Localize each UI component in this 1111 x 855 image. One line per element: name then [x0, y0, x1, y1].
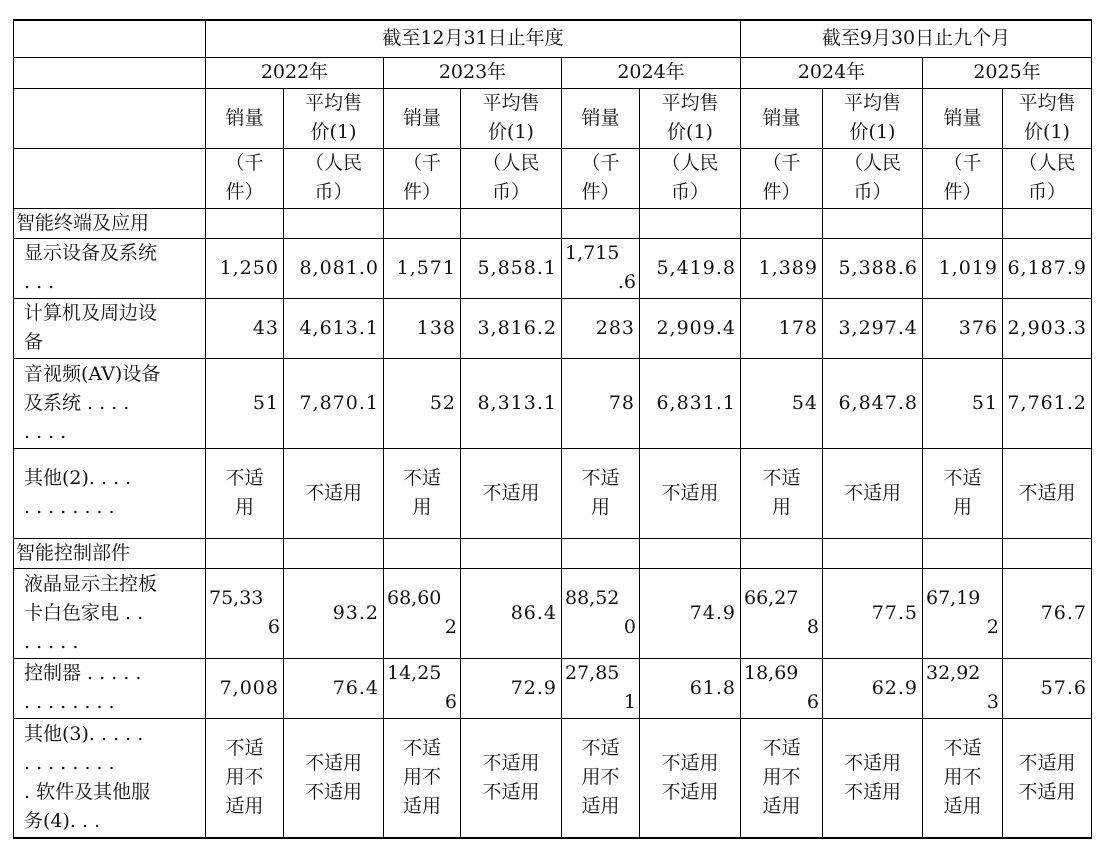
- cell-value-line: 51: [252, 391, 279, 414]
- average-price-cell: [284, 298, 384, 358]
- sales-volume-cell: [562, 238, 640, 298]
- unit-line: 币）: [1027, 181, 1066, 203]
- unit-line: （千: [762, 152, 801, 174]
- sales-volume-cell: [206, 358, 284, 448]
- header-column-name-row: [14, 88, 1092, 148]
- row-label: [14, 718, 206, 838]
- cell-value-line: 7,008: [219, 676, 279, 699]
- cell-value-line: 6,847.8: [838, 391, 918, 414]
- sales-volume-cell: [741, 718, 823, 838]
- average-price-cell: [823, 298, 923, 358]
- cell-value-line: 283: [595, 316, 635, 339]
- unit-line: （千: [943, 152, 982, 174]
- average-price-cell: [823, 448, 923, 538]
- cell-value-line: 不适用: [843, 780, 901, 803]
- average-price-cell: [1003, 568, 1092, 658]
- unit-line: 件）: [225, 181, 264, 203]
- empty-cell: [741, 208, 823, 238]
- row-label: [14, 298, 206, 358]
- empty-cell: [562, 538, 640, 568]
- cell-value-line: 不适: [943, 467, 982, 489]
- cell-value-line: 不适用: [1018, 481, 1076, 504]
- unit-rmb: [284, 148, 384, 208]
- header-average-price-line: 平均售: [843, 92, 901, 114]
- average-price-cell: [823, 358, 923, 448]
- header-average-price-line: 平均售: [304, 92, 362, 114]
- category-row: [14, 538, 1092, 568]
- row-label-line: 计算机及周边设: [24, 302, 158, 324]
- cell-value-line: 适用: [943, 795, 982, 818]
- cell-value-line: 2,909.4: [656, 316, 736, 339]
- unit-thousand-pieces: [206, 148, 284, 208]
- sales-volume-cell: [206, 238, 284, 298]
- cell-value-line: 1,715: [565, 242, 620, 264]
- cell-value-line: 不适用: [661, 780, 719, 803]
- cell-value-line: 不适用: [843, 481, 901, 504]
- row-label-line: 及系统 . . . .: [24, 391, 130, 414]
- sales-volume-cell: [384, 448, 461, 538]
- header-average-price: [461, 88, 562, 148]
- table-row: [14, 448, 1092, 538]
- unit-line: （千: [581, 152, 620, 174]
- unit-line: （人民: [1018, 152, 1076, 174]
- row-label-line: 卡白色家电 . .: [24, 601, 144, 624]
- sales-volume-cell: [384, 658, 461, 718]
- empty-cell: [562, 208, 640, 238]
- average-price-cell: [461, 568, 562, 658]
- empty-cell: [923, 208, 1003, 238]
- sales-volume-cell: [741, 568, 823, 658]
- cell-value-line: 不适: [581, 467, 620, 489]
- cell-value-line: 不适用: [304, 481, 362, 504]
- empty-cell: [923, 538, 1003, 568]
- empty-cell: [640, 538, 741, 568]
- cell-value-line: 8,313.1: [477, 391, 557, 414]
- unit-thousand-pieces: [741, 148, 823, 208]
- cell-value-line: 适用: [762, 795, 801, 818]
- sales-volume-cell: [923, 358, 1003, 448]
- header-sales-volume: [384, 88, 461, 148]
- unit-line: （千: [402, 152, 441, 174]
- average-price-cell: [461, 238, 562, 298]
- header-average-price: [1003, 88, 1092, 148]
- cell-value-line: 8,081.0: [299, 256, 379, 279]
- unit-rmb: [823, 148, 923, 208]
- average-price-cell: [461, 358, 562, 448]
- sales-volume-cell: [562, 568, 640, 658]
- cell-value-line: 86.4: [510, 601, 557, 624]
- row-label-line: . 软件及其他服: [24, 780, 151, 803]
- sales-volume-cell: [923, 658, 1003, 718]
- cell-value-line: 7,870.1: [299, 391, 379, 414]
- average-price-cell: [640, 658, 741, 718]
- cell-value-line: 43: [252, 316, 279, 339]
- cell-value-line: 1: [623, 691, 636, 713]
- average-price-cell: [640, 448, 741, 538]
- unit-line: 币）: [670, 181, 709, 203]
- row-label: [14, 448, 206, 538]
- cell-value-line: 用: [590, 496, 610, 518]
- average-price-cell: [284, 718, 384, 838]
- unit-line: （人民: [482, 152, 540, 174]
- header-full-year: 截至12月31日止年度: [206, 20, 741, 57]
- table-row: [14, 358, 1092, 448]
- header-average-price: [823, 88, 923, 148]
- unit-line: （人民: [661, 152, 719, 174]
- empty-cell: [823, 208, 923, 238]
- cell-value-line: 5,858.1: [477, 256, 557, 279]
- row-label: [14, 238, 206, 298]
- average-price-cell: [823, 718, 923, 838]
- empty-cell: [206, 208, 284, 238]
- sales-volume-cell: [562, 658, 640, 718]
- cell-value-line: 不适用: [304, 751, 362, 774]
- cell-value-line: 用: [412, 496, 432, 518]
- cell-value-line: 78: [608, 391, 635, 414]
- cell-value-line: 3,297.4: [838, 316, 918, 339]
- unit-line: 件）: [581, 181, 620, 203]
- cell-value-line: 6,187.9: [1007, 256, 1087, 279]
- cell-value-line: 不适: [762, 737, 801, 760]
- cell-value-line: 1,019: [938, 256, 998, 279]
- average-price-cell: [640, 358, 741, 448]
- average-price-cell: [284, 238, 384, 298]
- empty-cell: [1003, 538, 1092, 568]
- empty-cell: [461, 208, 562, 238]
- sales-volume-cell: [206, 448, 284, 538]
- cell-value-line: 376: [958, 316, 998, 339]
- category-label: 智能终端及应用: [14, 208, 206, 238]
- row-label-line: 其他(2). . . .: [24, 467, 132, 489]
- sales-volume-cell: [384, 358, 461, 448]
- cell-value-line: 18,69: [744, 662, 799, 684]
- unit-line: 币）: [314, 181, 353, 203]
- cell-value-line: 52: [429, 391, 456, 414]
- cell-value-line: 57.6: [1040, 676, 1087, 699]
- table-row: [14, 658, 1092, 718]
- header-year-2024-nine-months: 2024年: [741, 57, 923, 88]
- sales-volume-cell: [741, 238, 823, 298]
- cell-value-line: 32,92: [926, 662, 981, 684]
- cell-value-line: .6: [617, 271, 636, 293]
- cell-value-line: 61.8: [689, 676, 736, 699]
- sales-volume-cell: [741, 448, 823, 538]
- row-label: [14, 568, 206, 658]
- unit-rmb: [1003, 148, 1092, 208]
- header-average-price-line: 价(1): [667, 121, 713, 143]
- cell-value-line: 不适用: [843, 751, 901, 774]
- cell-value-line: 适用: [581, 795, 620, 818]
- unit-line: （人民: [304, 152, 362, 174]
- cell-value-line: 1,389: [758, 256, 818, 279]
- row-label: [14, 358, 206, 448]
- header-year-2025-nine-months: 2025年: [923, 57, 1092, 88]
- unit-thousand-pieces: [384, 148, 461, 208]
- header-average-price-line: 价(1): [1024, 121, 1070, 143]
- empty-cell: [206, 538, 284, 568]
- cell-value-line: 不适: [762, 467, 801, 489]
- row-label-line: . . . . . . . .: [24, 691, 115, 713]
- empty-cell: [823, 538, 923, 568]
- cell-value-line: 1,571: [396, 256, 456, 279]
- cell-value-line: 2,903.3: [1007, 316, 1087, 339]
- cell-value-line: 适用: [402, 795, 441, 818]
- sales-volume-cell: [923, 298, 1003, 358]
- average-price-cell: [284, 448, 384, 538]
- cell-value-line: 76.4: [332, 676, 379, 699]
- cell-value-line: 不适用: [482, 481, 540, 504]
- sales-volume-cell: [562, 718, 640, 838]
- cell-value-line: 76.7: [1040, 601, 1087, 624]
- row-label-line: 其他(3). . . . .: [24, 722, 144, 745]
- average-price-cell: [461, 718, 562, 838]
- table-body: [14, 208, 1092, 838]
- cell-value-line: 不适: [225, 467, 264, 489]
- row-label-line: 液晶显示主控板: [24, 572, 158, 595]
- cell-value-line: 88,52: [565, 587, 620, 609]
- header-year-2024: 2024年: [562, 57, 741, 88]
- unit-line: 件）: [402, 181, 441, 203]
- sales-volume-cell: [384, 568, 461, 658]
- average-price-cell: [823, 568, 923, 658]
- row-label-line: 显示设备及系统: [24, 242, 158, 264]
- average-price-cell: [640, 718, 741, 838]
- average-price-cell: [640, 238, 741, 298]
- cell-value-line: 67,19: [926, 587, 981, 609]
- cell-value-line: 54: [791, 391, 818, 414]
- cell-value-line: 93.2: [332, 601, 379, 624]
- sales-volume-cell: [923, 718, 1003, 838]
- header-average-price: [640, 88, 741, 148]
- unit-thousand-pieces: [923, 148, 1003, 208]
- row-label-line: . . .: [24, 271, 55, 293]
- cell-value-line: 不适: [943, 737, 982, 760]
- row-label-line: . . . . .: [24, 630, 79, 653]
- row-label-line: 备: [24, 331, 44, 353]
- cell-value-line: 不适: [581, 737, 620, 760]
- cell-value-line: 不适: [402, 467, 441, 489]
- unit-line: 币）: [491, 181, 530, 203]
- cell-value-line: 3,816.2: [477, 316, 557, 339]
- average-price-cell: [1003, 358, 1092, 448]
- cell-value-line: 不适: [402, 737, 441, 760]
- sales-volume-cell: [923, 238, 1003, 298]
- header-average-price-line: 平均售: [1018, 92, 1076, 114]
- average-price-cell: [823, 658, 923, 718]
- sales-volume-cell: [384, 718, 461, 838]
- row-label-line: . . . .: [24, 420, 67, 443]
- row-label-line: 音视频(AV)设备: [24, 362, 161, 385]
- unit-line: 件）: [762, 181, 801, 203]
- cell-value-line: 6: [806, 691, 819, 713]
- header-average-price-line: 平均售: [482, 92, 540, 114]
- cell-value-line: 5,388.6: [838, 256, 918, 279]
- header-average-price: [284, 88, 384, 148]
- cell-value-line: 62.9: [871, 676, 918, 699]
- average-price-cell: [461, 658, 562, 718]
- sales-volume-cell: [562, 298, 640, 358]
- cell-value-line: 6,831.1: [656, 391, 736, 414]
- sales-volume-cell: [384, 238, 461, 298]
- cell-value-line: 2: [444, 616, 457, 638]
- empty-cell: [384, 538, 461, 568]
- unit-line: 币）: [853, 181, 892, 203]
- average-price-cell: [461, 298, 562, 358]
- cell-value-line: 74.9: [689, 601, 736, 624]
- average-price-cell: [1003, 658, 1092, 718]
- average-price-cell: [640, 298, 741, 358]
- header-sales-volume-label: 销量: [402, 106, 441, 129]
- sales-volume-cell: [923, 448, 1003, 538]
- average-price-cell: [461, 448, 562, 538]
- cell-value-line: 不适用: [304, 780, 362, 803]
- cell-value-line: 用: [234, 496, 254, 518]
- header-average-price-line: 价(1): [310, 121, 357, 143]
- cell-value-line: 68,60: [387, 587, 442, 609]
- header-average-price-line: 平均售: [661, 92, 719, 114]
- cell-value-line: 138: [416, 316, 456, 339]
- cell-value-line: 不适用: [1018, 780, 1076, 803]
- cell-value-line: 不适用: [1018, 751, 1076, 774]
- row-label-line: . . . . . . . .: [24, 496, 115, 518]
- cell-value-line: 75,33: [209, 587, 264, 609]
- row-label: [14, 658, 206, 718]
- row-label-line: 务(4). . .: [24, 809, 101, 832]
- cell-value-line: 8: [806, 616, 819, 638]
- cell-value-line: 27,85: [565, 662, 620, 684]
- average-price-cell: [284, 358, 384, 448]
- category-label: 智能控制部件: [14, 538, 206, 568]
- empty-cell: [1003, 208, 1092, 238]
- header-year-2022: 2022年: [206, 57, 384, 88]
- empty-cell: [640, 208, 741, 238]
- cell-value-line: 6: [444, 691, 457, 713]
- empty-cell: [384, 208, 461, 238]
- header-sales-volume: [562, 88, 640, 148]
- cell-value-line: 不适: [225, 737, 264, 760]
- header-unit-row: [14, 148, 1092, 208]
- header-blank-cell: [14, 88, 206, 148]
- empty-cell: [284, 538, 384, 568]
- header-blank-cell: [14, 20, 206, 57]
- sales-volume-cell: [206, 568, 284, 658]
- unit-rmb: [640, 148, 741, 208]
- average-price-cell: [1003, 298, 1092, 358]
- empty-cell: [284, 208, 384, 238]
- cell-value-line: 用: [952, 496, 972, 518]
- cell-value-line: 不适用: [482, 751, 540, 774]
- sales-volume-cell: [741, 658, 823, 718]
- cell-value-line: 2: [986, 616, 999, 638]
- header-sales-volume: [923, 88, 1003, 148]
- cell-value-line: 5,419.8: [656, 256, 736, 279]
- header-sales-volume-label: 销量: [581, 106, 620, 129]
- average-price-cell: [640, 568, 741, 658]
- cell-value-line: 51: [971, 391, 998, 414]
- sales-table-container: [13, 19, 1092, 839]
- unit-thousand-pieces: [562, 148, 640, 208]
- cell-value-line: 不适用: [661, 481, 719, 504]
- cell-value-line: 4,613.1: [299, 316, 379, 339]
- row-label-line: 控制器 . . . . .: [24, 662, 142, 684]
- cell-value-line: 6: [267, 616, 280, 638]
- sales-volume-price-table: [13, 19, 1092, 839]
- category-row: [14, 208, 1092, 238]
- header-year-2023: 2023年: [384, 57, 562, 88]
- header-sales-volume-label: 销量: [943, 106, 982, 129]
- sales-volume-cell: [206, 718, 284, 838]
- cell-value-line: 1,250: [219, 256, 279, 279]
- sales-volume-cell: [741, 358, 823, 448]
- unit-line: （人民: [843, 152, 901, 174]
- table-row: [14, 718, 1092, 838]
- cell-value-line: 178: [778, 316, 818, 339]
- table-row: [14, 238, 1092, 298]
- cell-value-line: 用不: [225, 766, 264, 789]
- unit-rmb: [461, 148, 562, 208]
- sales-volume-cell: [384, 298, 461, 358]
- cell-value-line: 用不: [581, 766, 620, 789]
- unit-line: （千: [225, 152, 264, 174]
- header-sales-volume: [206, 88, 284, 148]
- cell-value-line: 3: [986, 691, 999, 713]
- cell-value-line: 用不: [402, 766, 441, 789]
- average-price-cell: [284, 568, 384, 658]
- header-sales-volume-label: 销量: [762, 106, 801, 129]
- header-blank-cell: [14, 148, 206, 208]
- cell-value-line: 用不: [762, 766, 801, 789]
- header-average-price-line: 价(1): [849, 121, 896, 143]
- sales-volume-cell: [923, 568, 1003, 658]
- sales-volume-cell: [206, 298, 284, 358]
- average-price-cell: [1003, 718, 1092, 838]
- header-sales-volume: [741, 88, 823, 148]
- average-price-cell: [1003, 448, 1092, 538]
- empty-cell: [741, 538, 823, 568]
- cell-value-line: 用不: [943, 766, 982, 789]
- cell-value-line: 66,27: [744, 587, 799, 609]
- sales-volume-cell: [206, 658, 284, 718]
- header-sales-volume-label: 销量: [225, 106, 264, 129]
- sales-volume-cell: [741, 298, 823, 358]
- header-nine-months: 截至9月30日止九个月: [741, 20, 1092, 57]
- average-price-cell: [823, 238, 923, 298]
- table-row: [14, 298, 1092, 358]
- header-blank-cell: [14, 57, 206, 88]
- average-price-cell: [1003, 238, 1092, 298]
- cell-value-line: 77.5: [871, 601, 918, 624]
- cell-value-line: 14,25: [387, 662, 442, 684]
- sales-volume-cell: [562, 358, 640, 448]
- cell-value-line: 不适用: [482, 780, 540, 803]
- header-average-price-line: 价(1): [488, 121, 534, 143]
- cell-value-line: 适用: [225, 795, 264, 818]
- cell-value-line: 0: [623, 616, 636, 638]
- row-label-line: . . . . . . . .: [24, 751, 115, 774]
- sales-volume-cell: [562, 448, 640, 538]
- cell-value-line: 不适用: [661, 751, 719, 774]
- cell-value-line: 7,761.2: [1007, 391, 1087, 414]
- cell-value-line: 用: [771, 496, 791, 518]
- header-year-row: [14, 57, 1092, 88]
- unit-line: 件）: [943, 181, 982, 203]
- cell-value-line: 72.9: [510, 676, 557, 699]
- header-period-row: [14, 20, 1092, 57]
- average-price-cell: [284, 658, 384, 718]
- empty-cell: [461, 538, 562, 568]
- table-row: [14, 568, 1092, 658]
